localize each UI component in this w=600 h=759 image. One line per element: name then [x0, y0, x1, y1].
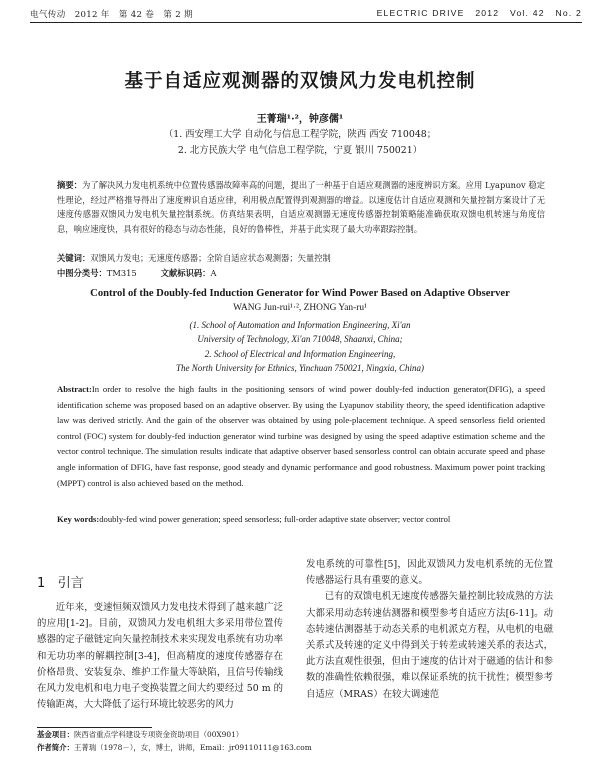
- authors-cn: 王菁瑞¹·²，钟彦儒¹: [256, 114, 344, 125]
- running-header: [30, 8, 582, 23]
- section-number: 1: [37, 576, 46, 591]
- keywords-cn-text: 双馈风力发电；无速度传感器；全阶自适应状态观测器；矢量控制: [90, 253, 331, 263]
- keywords-cn: [57, 252, 331, 264]
- abstract-en-text: In order to resolve the high faults in the positioning sensors of wind power doubly-fed induction generator(DFIG), a speed identification scheme was proposed based on an adaptive observer. By using the Lyapunov stability theory, the speed identification adaptive law was derived strictly. And the gain of the observer was obtained by using pole-placement technique. A speed sensorless field oriented control (FOC) system for doubly-fed induction generator wind turbine was designed by using the speed adaptive estimation scheme and the vector control technique. The simulation results indicate that adaptive observer based sensorless control can obtain accurate speed and phase angle information of DFIG, have fast response, good steady and dynamic performance and good robustness. Maximum power point tracking (MPPT) control is also achieved based on the method.: [57, 384, 545, 488]
- clc-value: TM315: [106, 268, 137, 278]
- affiliation-cn-1: （1. 西安理工大学 自动化与信息工程学院，陕西 西安 710048；: [163, 129, 437, 140]
- abstract-cn-label: 摘要：: [57, 180, 83, 190]
- abstract-cn: [57, 178, 545, 236]
- keywords-en-label: Key words:: [57, 514, 100, 524]
- abstract-cn-text: 为了解决风力发电机系统中位置传感器故障率高的问题，提出了一种基于自适应观测器的速度辨识方案。应用 Lyapunov 稳定性理论，经过严格推导得出了速度辨识自适应律，利用极点配置得到观测器的增益。以速度估计自适应观测和矢量控制方案设计了无速度传感器双馈风力发电机矢量控制系统。仿真结果表明，自适应观测器无速度传感器控制策略能准确获取双馈电机转速与角度信息，响应速度快，具有很好的稳态与动态性能，良好的鲁棒性，并基于此实现了最大功率跟踪控制。: [57, 180, 545, 234]
- running-header-en: ELECTRIC DRIVE 2012 Vol. 42 No. 2: [376, 8, 582, 18]
- body-column-right: [306, 557, 553, 703]
- fund-text: 陕西省重点学科建设专项资金资助项目（00X901）: [73, 730, 244, 739]
- affiliation-en-3: 2. School of Electrical and Information Engineering,: [204, 349, 396, 359]
- abstract-en-label: Abstract:: [57, 384, 92, 394]
- affiliation-en-2: University of Technology, Xi'an 710048, Shaanxi, China;: [197, 334, 403, 344]
- paper-title-cn: 基于自适应观测器的双馈风力发电机控制: [124, 71, 476, 92]
- authors-en: WANG Jun-rui¹·², ZHONG Yan-ru¹: [233, 303, 367, 313]
- affiliation-cn-2: 2. 北方民族大学 电气信息工程学院，宁夏 银川 750021）: [177, 145, 423, 156]
- keywords-cn-label: 关键词：: [57, 253, 91, 263]
- body-column-left: [37, 600, 283, 713]
- fund-label: 基金项目：: [37, 730, 74, 739]
- section-heading-1: [37, 572, 84, 591]
- author-bio-text: 王菁瑞（1978－），女，博士，讲师，Email：jr09110111@163.com: [73, 743, 312, 752]
- affiliation-en-4: The North University for Ethnics, Yinchuan 750021, Ningxia, China): [175, 363, 425, 373]
- keywords-en: [57, 512, 545, 528]
- clc-label: 中图分类号：: [57, 268, 107, 278]
- keywords-en-text: doubly-fed wind power generation; speed sensorless; full-order adaptive state observer; vector control: [99, 514, 451, 524]
- footnote-fund: [37, 729, 243, 741]
- author-bio-label: 作者简介：: [37, 743, 74, 752]
- classification: [57, 267, 216, 279]
- running-header-cn: 电气传动 2012 年 第 42 卷 第 2 期: [30, 10, 193, 20]
- body-paragraph: 发电系统的可靠性[5]，因此双馈风力发电机系统的无位置传感器运行具有重要的意义。: [306, 559, 553, 587]
- doc-code-label: 文献标识码：: [160, 268, 211, 278]
- body-paragraph: 近年来，变速恒频双馈风力发电技术得到了越来越广泛的应用[1-2]。目前，双馈风力发电机组大多采用带位置传感器的定子磁链定向矢量控制技术来实现发电系统有功功率和无功功率的解耦控制[3-4]，但高精度的速度传感器存在价格昂贵、安装复杂、维护工作量大等缺陷，且信号传输线在风力发电机和电力电子变换装置之间大约要经过 50 m 的传输距离，大大降低了运行环境比较恶劣的风力: [37, 602, 283, 711]
- footnote-author: [37, 742, 312, 754]
- abstract-en: [57, 382, 545, 491]
- section-title: 引言: [57, 576, 84, 591]
- paper-title-en: Control of the Doubly-fed Induction Generator for Wind Power Based on Adaptive Observer: [90, 288, 510, 299]
- doc-code-value: A: [210, 268, 217, 278]
- body-paragraph: 已有的双馈电机无速度传感器矢量控制比较成熟的方法大都采用动态转速估测器和模型参考自适应方法[6-11]。动态转速估测器基于动态关系的电机派克方程，从电机的电磁关系式及转速的定义中得到关于转差或转速关系的表达式，此方法直观性很强，但由于速度的估计对于磁通的估计和参数的准确性依赖很强，难以保证系统的抗干扰性；模型参考自适应（MRAS）在较大调速范: [306, 591, 553, 700]
- affiliation-en-1: (1. School of Automation and Information Engineering, Xi'an: [189, 320, 411, 330]
- footnote-rule: [37, 727, 152, 728]
